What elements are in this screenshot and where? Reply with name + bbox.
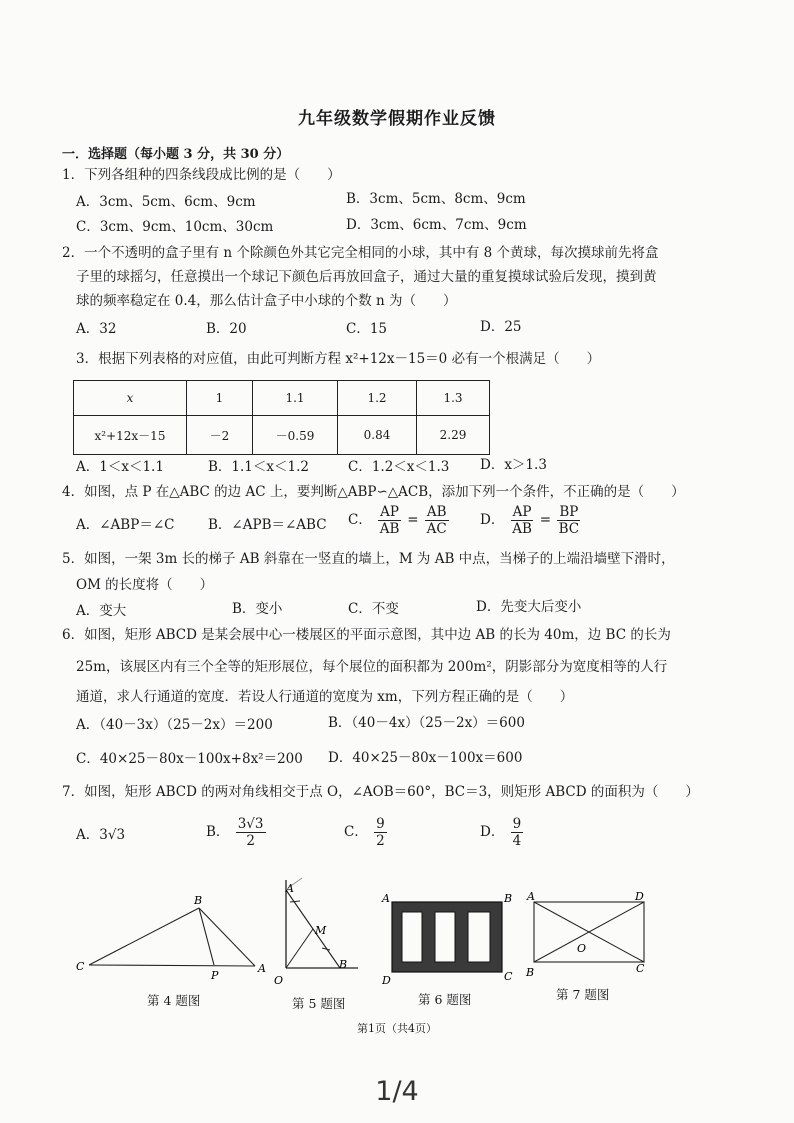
- figure-7-caption: 第 7 题图: [556, 987, 610, 1002]
- q1-option-b: B．3cm、5cm、8cm、9cm: [346, 191, 526, 207]
- equals-sign: =: [407, 512, 419, 528]
- point-label: B: [526, 966, 535, 979]
- q2-line2: 子里的球摇匀，任意摸出一个球记下颜色后再放回盒子，通过大量的重复摸球试验后发现，摸到黄: [76, 269, 657, 285]
- point-label: C: [504, 970, 513, 983]
- point-label: M: [315, 924, 327, 937]
- q4-option-b: B．∠APB＝∠ABC: [208, 517, 327, 533]
- q6-option-c: C．40×25－80x－100x+8x²＝200: [76, 751, 303, 767]
- figure-6-exhibition-plan: [380, 888, 516, 988]
- q4-option-c: [348, 504, 451, 537]
- figure-7-rectangle: [522, 888, 652, 980]
- point-label: A: [382, 892, 390, 905]
- figure-5-ladder: [272, 872, 360, 990]
- q1-option-d: D．3cm、6cm、7cm、9cm: [346, 217, 527, 233]
- numerator: 9: [512, 816, 522, 832]
- q5-line2: OM 的长度将（ ）: [76, 577, 214, 593]
- q7-option-c: [344, 816, 389, 849]
- point-label: C: [636, 962, 645, 975]
- denominator: 2: [246, 833, 255, 849]
- q5-option-d: D．先变大后变小: [476, 599, 582, 615]
- q6-option-b: B．（40－4x）（25－2x）＝600: [328, 715, 525, 731]
- table-cell: x: [74, 381, 187, 416]
- q3-option-a: A．1＜x＜1.1: [76, 459, 164, 475]
- page-indicator: 1/4: [375, 1076, 419, 1107]
- numerator: AP: [512, 504, 532, 520]
- q2-option-b: B．20: [206, 321, 247, 337]
- point-label: O: [577, 942, 587, 955]
- page-footer: 第1页（共4页）: [357, 1022, 437, 1035]
- table-cell: 1: [187, 381, 253, 416]
- segment-ca: [89, 965, 255, 966]
- segment-cb: [89, 908, 199, 965]
- fraction: [236, 816, 266, 849]
- point-label: D: [382, 974, 391, 987]
- fraction: [511, 504, 534, 537]
- section-heading: 一．选择题（每小题 3 分，共 30 分）: [62, 147, 290, 162]
- fraction: [374, 816, 387, 849]
- q2-option-c: C．15: [346, 321, 388, 337]
- q2-line3: 球的频率稳定在 0.4，那么估计盒子中小球的个数 n 为（ ）: [76, 293, 457, 309]
- table-cell: x²+12x－15: [74, 416, 187, 455]
- point-label: C: [76, 960, 85, 973]
- table-cell: 1.2: [338, 381, 417, 416]
- point-label: B: [339, 958, 348, 971]
- table-cell: 2.29: [417, 416, 490, 455]
- equals-sign: =: [539, 512, 552, 528]
- segment-om: [286, 929, 313, 968]
- table-row: [74, 416, 490, 455]
- point-label: A: [527, 890, 535, 903]
- q5-line1: 5．如图，一架 3m 长的梯子 AB 斜靠在一竖直的墙上，M 为 AB 中点，当梯子的上端沿墙壁下滑时，: [62, 551, 675, 567]
- q3-option-d: D．x＞1.3: [480, 457, 547, 473]
- q2-option-d: D．25: [480, 319, 522, 335]
- denominator: BC: [558, 521, 580, 537]
- q1-option-c: C．3cm、9cm、10cm、30cm: [76, 219, 274, 235]
- q6-line3: 通道，求人行通道的宽度．若设人行通道的宽度为 xm，下列方程正确的是（ ）: [76, 689, 574, 705]
- tick-mark: [290, 901, 300, 902]
- fraction: [378, 504, 401, 537]
- table-row: [74, 381, 490, 416]
- q1-stem: 1．下列各组种的四条线段成比例的是（ ）: [62, 167, 341, 183]
- figure-4-triangle: [72, 890, 272, 982]
- point-label: B: [504, 892, 513, 905]
- q5-option-a: A．变大: [76, 603, 127, 619]
- option-label: B．: [206, 824, 230, 840]
- q7-option-b: [206, 816, 268, 849]
- q2-line1: 2．一个不透明的盒子里有 n 个除颜色外其它完全相同的小球，其中有 8 个黄球，每次摸球前先将盒: [62, 245, 659, 261]
- fraction: [511, 816, 524, 849]
- q3-option-b: B．1.1＜x＜1.2: [208, 459, 309, 475]
- q5-option-b: B．变小: [232, 601, 283, 617]
- booth-1: [402, 912, 422, 962]
- q3-option-c: C．1.2＜x＜1.3: [348, 459, 450, 475]
- table-cell: －0.59: [253, 416, 338, 455]
- point-label: A: [258, 962, 266, 975]
- option-label: D．: [480, 512, 505, 528]
- q5-option-c: C．不变: [348, 601, 399, 617]
- fraction: [557, 504, 580, 537]
- denominator: AC: [426, 521, 447, 537]
- table-cell: －2: [187, 416, 253, 455]
- denominator: AB: [512, 521, 532, 537]
- point-label: D: [635, 890, 644, 903]
- q6-line1: 6．如图，矩形 ABCD 是某会展中心一楼展区的平面示意图，其中边 AB 的长为 40m，边 BC 的长为: [62, 627, 671, 643]
- figure-5-caption: 第 5 题图: [292, 996, 346, 1011]
- point-label: A: [286, 882, 294, 895]
- segment-ba: [199, 908, 255, 966]
- q1-option-a: A．3cm、5cm、6cm、9cm: [76, 194, 256, 210]
- q3-stem: 3．根据下列表格的对应值，由此可判断方程 x²+12x－15＝0 必有一个根满足（ ）: [76, 351, 601, 367]
- fraction: [425, 504, 449, 537]
- q6-option-d: D．40×25－80x－100x＝600: [328, 750, 523, 766]
- q3-value-table: [73, 380, 490, 455]
- table-cell: 1.3: [417, 381, 490, 416]
- q6-line2: 25m，该展区内有三个全等的矩形展位，每个展位的面积都为 200m²，阴影部分为宽度相等的人行: [76, 659, 668, 675]
- booth-3: [468, 912, 490, 962]
- booth-2: [435, 912, 455, 962]
- q7-stem: 7．如图，矩形 ABCD 的两对角线相交于点 O，∠AOB＝60°，BC＝3，则矩形 ABCD 的面积为（ ）: [62, 784, 699, 800]
- denominator: 2: [376, 833, 385, 849]
- point-label: P: [211, 969, 219, 982]
- point-label: B: [194, 894, 203, 907]
- numerator: AP: [380, 504, 399, 520]
- q7-option-d: [480, 816, 525, 849]
- figure-6-caption: 第 6 题图: [418, 992, 472, 1007]
- q7-option-a: A．3√3: [76, 827, 126, 843]
- q2-option-a: A．32: [76, 321, 117, 337]
- page-title: 九年级数学假期作业反馈: [298, 109, 496, 129]
- numerator: 3√3: [237, 816, 264, 832]
- q6-option-a: A．（40－3x）（25－2x）＝200: [76, 717, 273, 733]
- q4-option-d: [480, 504, 582, 537]
- q4-stem: 4．如图，点 P 在△ABC 的边 AC 上，要判断△ABP∽△ACB，添加下列一个条件，不正确的是（ ）: [62, 484, 685, 500]
- numerator: BP: [559, 504, 579, 520]
- point-label: O: [274, 974, 284, 987]
- figure-4-caption: 第 4 题图: [147, 993, 201, 1008]
- denominator: 4: [512, 833, 522, 849]
- option-label: C．: [344, 824, 368, 840]
- option-label: D．: [480, 824, 505, 840]
- numerator: 9: [376, 816, 385, 832]
- numerator: AB: [426, 504, 447, 520]
- table-cell: 0.84: [338, 416, 417, 455]
- table-cell: 1.1: [253, 381, 338, 416]
- denominator: AB: [379, 521, 400, 537]
- q4-option-a: A．∠ABP＝∠C: [76, 517, 175, 533]
- option-label: C．: [348, 512, 372, 528]
